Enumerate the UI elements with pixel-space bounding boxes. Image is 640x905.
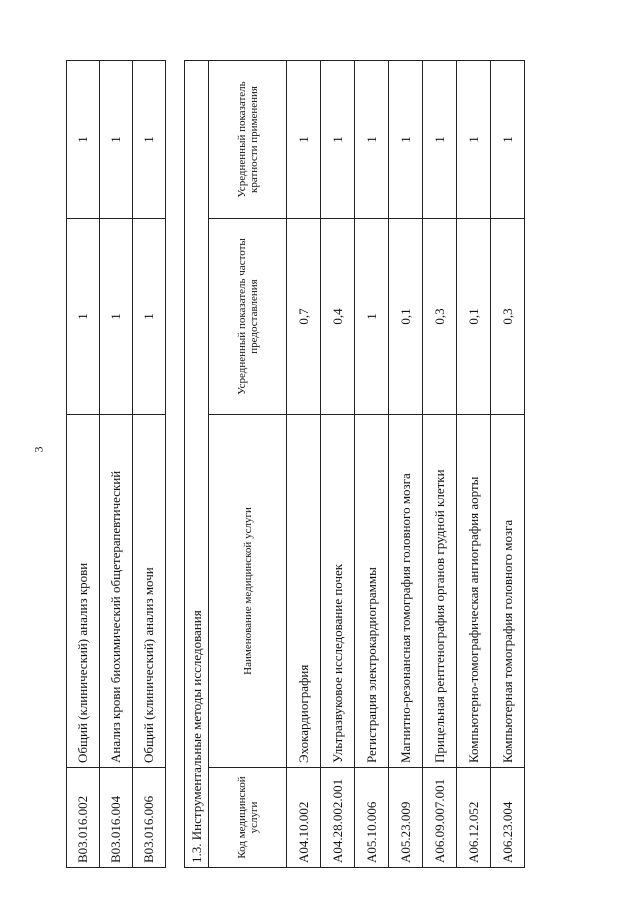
lab-tests-table <box>66 60 166 868</box>
service-code: A04.28.002.001 <box>321 768 355 868</box>
section-row <box>185 60 209 867</box>
table-row <box>491 60 525 867</box>
service-name: Магнитно-резонансная томография головного мозга <box>389 415 423 768</box>
service-code: A05.10.006 <box>355 768 389 868</box>
frequency-value: 0,1 <box>457 219 491 415</box>
service-name: Компьютерно-томографическая ангиография аорты <box>457 415 491 768</box>
multiplicity-value: 1 <box>287 60 321 218</box>
table-row <box>67 61 100 868</box>
frequency-value: 0,7 <box>287 219 321 415</box>
service-code: B03.016.006 <box>133 768 166 868</box>
service-code: A06.09.007.001 <box>423 768 457 868</box>
service-code: A04.10.002 <box>287 768 321 868</box>
service-name: Регистрация электрокардиограммы <box>355 415 389 768</box>
service-code: B03.016.002 <box>67 768 100 868</box>
frequency-value: 1 <box>355 219 389 415</box>
multiplicity-value: 1 <box>355 60 389 218</box>
page-number: 3 <box>31 446 46 453</box>
service-name: Прицельная рентгенография органов грудной клетки <box>423 415 457 768</box>
service-name: Компьютерная томография головного мозга <box>491 415 525 768</box>
column-header-name: Наименование медицинской услуги <box>209 415 287 768</box>
multiplicity-value: 1 <box>100 61 133 219</box>
table-row <box>287 60 321 867</box>
table-row <box>423 60 457 867</box>
column-header-frequency: Усредненный показатель частоты предоставления <box>209 219 287 415</box>
service-code: A05.23.009 <box>389 768 423 868</box>
section-title: 1.3. Инструментальные методы исследования <box>185 60 209 867</box>
header-row <box>209 60 287 867</box>
frequency-value: 0,3 <box>423 219 457 415</box>
multiplicity-value: 1 <box>321 60 355 218</box>
service-code: A06.12.052 <box>457 768 491 868</box>
multiplicity-value: 1 <box>457 60 491 218</box>
service-code: B03.016.004 <box>100 768 133 868</box>
table-row <box>355 60 389 867</box>
table-row <box>389 60 423 867</box>
service-name: Эхокардиография <box>287 415 321 768</box>
frequency-value: 1 <box>133 219 166 415</box>
frequency-value: 1 <box>100 219 133 415</box>
table-row <box>133 61 166 868</box>
service-name: Анализ крови биохимический общетерапевтический <box>100 415 133 768</box>
multiplicity-value: 1 <box>389 60 423 218</box>
multiplicity-value: 1 <box>133 61 166 219</box>
table-row <box>100 61 133 868</box>
service-name: Общий (клинический) анализ мочи <box>133 415 166 768</box>
table-row <box>457 60 491 867</box>
table-row <box>321 60 355 867</box>
column-header-multiplicity: Усредненный показатель кратности применения <box>209 60 287 218</box>
frequency-value: 0,1 <box>389 219 423 415</box>
multiplicity-value: 1 <box>67 61 100 219</box>
frequency-value: 0,4 <box>321 219 355 415</box>
frequency-value: 0,3 <box>491 219 525 415</box>
service-code: A06.23.004 <box>491 768 525 868</box>
service-name: Ультразвуковое исследование почек <box>321 415 355 768</box>
rotated-page-content <box>66 60 515 868</box>
frequency-value: 1 <box>67 219 100 415</box>
instrumental-methods-table <box>184 60 525 868</box>
column-header-code: Код медицинской услуги <box>209 768 287 868</box>
multiplicity-value: 1 <box>423 60 457 218</box>
service-name: Общий (клинический) анализ крови <box>67 415 100 768</box>
multiplicity-value: 1 <box>491 60 525 218</box>
